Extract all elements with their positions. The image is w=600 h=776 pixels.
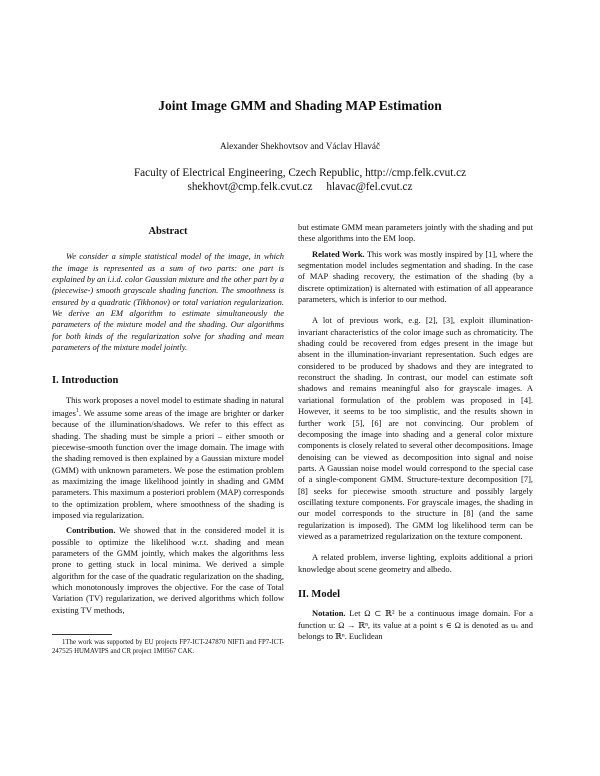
notation-label: Notation. bbox=[312, 608, 346, 619]
intro-text-b: . We assume some areas of the image are brighter or darker because of the illumination/shadows. We refer to this effect as shading. The shading must be simple a priori – either smooth or piecewise-smooth function over the image domain. The image with the shading removed is then explained by a Gaussian mixture model (GMM) with unknown parameters. We pose the estimation problem as maximizing the image likelihood jointly in shading and GMM parameters. This maximum a posteriori problem (MAP) corresponds to the optimization problem, where smoothness of the shading is imposed via regularization. bbox=[52, 407, 284, 521]
abstract-text: We consider a simple statistical model of the image, in which the image is represented as a sum of two parts: one part is explained by an i.i.d. color Gaussian mixture and the other part by a (piecewise-) smooth grayscale shading function. The smoothness is ensured by a quadratic (Tikhonov) or total variation regularization. We derive an EM algorithm to estimate simultaneously the parameters of the mixture model and the shading. Our algorithms for both kinds of the regularization solve for shading and mean parameters of the mixture model jointly. bbox=[52, 251, 284, 353]
contribution-paragraph bbox=[52, 525, 284, 616]
contribution-text: We showed that in the considered model it is possible to optimize the likelihood w.r.t. shading and mean parameters of the GMM jointly, which makes the algorithms less prone to getting stuck in local minima. We derived a simple algorithm for the case of the quadratic regularization on the shading, which monotonously improves the objective. For the case of Total Variation (TV) regularization, we derived algorithms which follow existing TV methods, bbox=[52, 525, 284, 615]
related-work-text: This work was mostly inspired by [1], where the segmentation model includes segmentation and shading. In the case of MAP shading recovery, the estimation of the shading (by a discrete optimization) is alternated with estimation of all appearance parameters, which is inferior to our method. bbox=[298, 248, 533, 305]
intro-paragraph bbox=[52, 395, 284, 522]
affiliation-line-2: shekhovt@cmp.felk.cvut.cz hlavac@fel.cvut.cz bbox=[187, 181, 413, 193]
inverse-lighting-paragraph: A related problem, inverse lighting, exploits additional a priori knowledge about scene geometry and albedo. bbox=[298, 552, 533, 574]
related-work-label: Related Work. bbox=[312, 248, 365, 259]
abstract-heading: Abstract bbox=[148, 226, 188, 237]
left-column bbox=[52, 222, 284, 656]
affiliation bbox=[0, 166, 600, 194]
previous-work-paragraph: A lot of previous work, e.g. [2], [3], exploit illumination-invariant characteristics of the color image such as chromaticity. The shading could be recovered from edges present in the image but absent in the illumination-invariant representation. Such edges are considered to be produced by shadows and they are integrated to reconstruct the shading. In contrast, our model can estimate soft shadows and remains meaningful also for grayscale images. A variational formulation of the problem was proposed in [4]. However, it seems to be too simplistic, and the results shown in further work [5], [6] are not convincing. Our problem of decomposing the image into shading and a general color mixture components is closely related to several other decompositions. Image denoising can be viewed as decomposition into signal and noise parts. A Gaussian noise model would correspond to the special case of a single-component GMM. Structure-texture decomposition [7], [8] seeks for piecewise smooth structure and possibly largely oscillating texture components. For grayscale images, the shading in our model corresponds to the structure in [8] (and the same regularization is imposed). The GMM log likelihood term can be viewed as a parametrized regularization on the texture component. bbox=[298, 315, 533, 541]
right-continued-paragraph: but estimate GMM mean parameters jointly with the shading and put these algorithms into the EM loop. bbox=[298, 222, 533, 244]
footnote: 1The work was supported by EU projects FP7-ICT-247870 NIFTi and FP7-ICT-247525 HUMAVIPS and CR project 1M0567 CAK. bbox=[52, 639, 284, 655]
introduction-heading: I. Introduction bbox=[52, 375, 119, 387]
right-column bbox=[298, 222, 533, 646]
model-heading: II. Model bbox=[298, 588, 340, 600]
intro-text-a: This work proposes a novel model to estimate shading in natural images bbox=[52, 394, 284, 418]
notation-text: Let Ω ⊂ ℝ² be a continuous image domain. For a function u: Ω → ℝⁿ, its value at a point s ∈ Ω is denoted as uₛ and belongs to ℝⁿ. Euclidean bbox=[298, 608, 533, 641]
paper-title: Joint Image GMM and Shading MAP Estimation bbox=[158, 98, 442, 113]
contribution-label: Contribution. bbox=[66, 525, 116, 536]
related-work-paragraph bbox=[298, 249, 533, 306]
footnote-marker: 1 bbox=[75, 408, 79, 415]
affiliation-line-1: Faculty of Electrical Engineering, Czech Republic, http://cmp.felk.cvut.cz bbox=[133, 167, 467, 179]
paper-authors: Alexander Shekhovtsov and Václav Hlaváč bbox=[219, 141, 381, 151]
notation-paragraph bbox=[298, 608, 533, 642]
footnote-rule bbox=[52, 634, 112, 635]
